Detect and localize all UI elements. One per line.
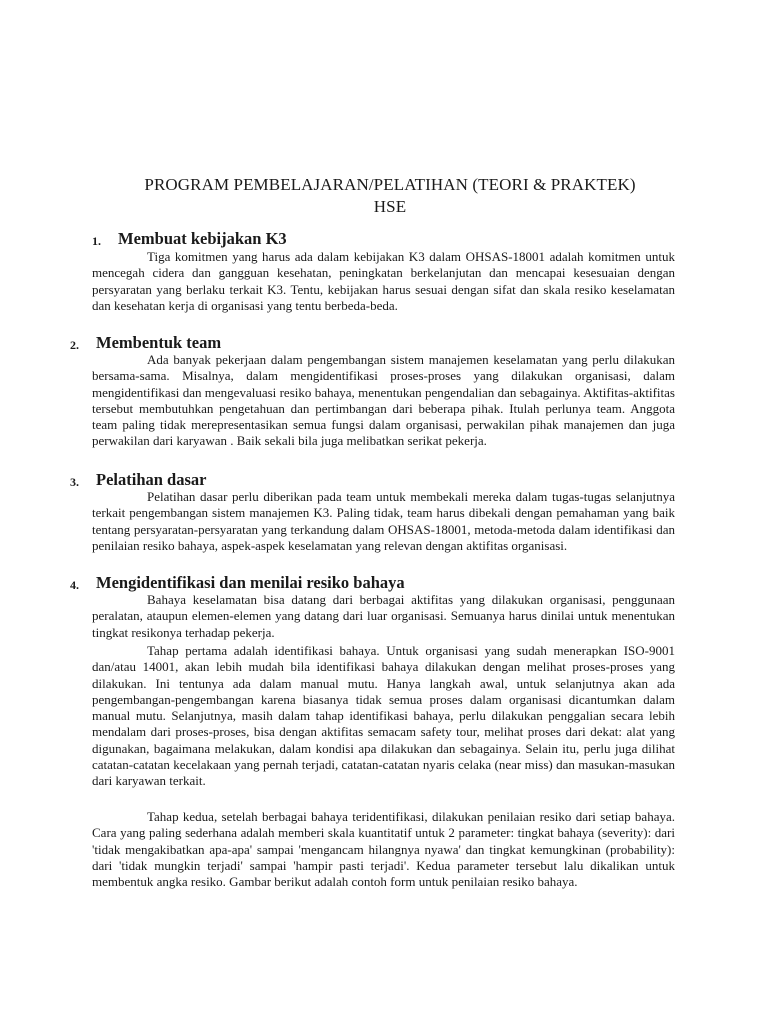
section-1-number: 1. [92, 234, 101, 248]
document-title-line-1: PROGRAM PEMBELAJARAN/PELATIHAN (TEORI & PRAKTEK) [144, 175, 636, 194]
section-3-number: 3. [70, 475, 79, 489]
section-1-paragraph-1: Tiga komitmen yang harus ada dalam kebijakan K3 dalam OHSAS-18001 adalah komitmen untuk mencegah cidera dan gangguan kesehatan, peningkatan berkelanjutan dan mencapai kesesuaian dengan persyaratan yang berlaku terkait K3. Tentu, kebijakan harus sesuai dengan sifat dan skala resiko keselamatan dan kesehatan kerja di organisasi yang tentu berbeda-beda. [92, 249, 675, 313]
section-2-paragraph-1: Ada banyak pekerjaan dalam pengembangan sistem manajemen keselamatan yang perlu dilakukan bersama-sama. Misalnya, dalam mengidentifikasi proses-proses yang dilakukan organisasi, dalam mengidentifikasi dan mengevaluasi resiko bahaya, menentukan pengendalian dan sebagainya. Aktifitas-aktifitas tersebut membutuhkan pengetahuan dan pertimbangan dari beberapa pihak. Itulah perlunya team. Anggota team paling tidak merepresentasikan semua fungsi dalam organisasi, perwakilan pihak manajemen dan juga perwakilan dari karyawan . Baik sekali bila juga melibatkan serikat pekerja. [92, 352, 675, 449]
section-3-paragraph-1: Pelatihan dasar perlu diberikan pada team untuk membekali mereka dalam tugas-tugas selanjutnya terkait pengembangan sistem manajemen K3. Paling tidak, team harus dibekali dengan pemahaman yang baik tentang persyaratan-persyaratan yang terkandung dalam OHSAS-18001, metoda-metoda dalam identifikasi dan penilaian resiko bahaya, aspek-aspek keselamatan yang relevan dengan aktifitas organisasi. [92, 489, 675, 553]
section-2-heading: Membentuk team [96, 333, 222, 352]
section-4-heading: Mengidentifikasi dan menilai resiko bahaya [96, 573, 405, 592]
document-title-line-2: HSE [373, 197, 407, 216]
section-4-number: 4. [70, 578, 79, 592]
section-3-heading: Pelatihan dasar [96, 470, 207, 489]
section-4-paragraph-2: Tahap pertama adalah identifikasi bahaya. Untuk organisasi yang sudah menerapkan ISO-9001 dan/atau 14001, akan lebih mudah bila identifikasi bahaya dilakukan dengan melihat proses-proses yang dilakukan. Ini tentunya ada dalam manual mutu. Hanya langkah awal, untuk selanjutnya akan ada pengembangan-pengembangan karena biasanya tidak semua proses dalam organisasi dicantumkan dalam manual mutu. Selanjutnya, masih dalam tahap identifikasi bahaya, perlu dilakukan penggalian secara lebih mendalam dari proses-proses, bisa dengan aktifitas semacam safety tour, melihat proses dari dekat: alat yang digunakan, bagaimana melakukan, dalam kondisi apa dilakukan dan sebagainya. Selain itu, perlu juga dilihat catatan-catatan kecelakaan yang pernah terjadi, catatan-catatan nyaris celaka (near miss) dan masukan-masukan dari karyawan terkait. [92, 643, 675, 789]
section-4-paragraph-1: Bahaya keselamatan bisa datang dari berbagai aktifitas yang dilakukan organisasi, penggunaan peralatan, ataupun elemen-elemen yang datang dari luar organisasi. Semuanya harus dinilai untuk menentukan tingkat resikonya terhadap pekerja. [92, 592, 675, 640]
section-4-paragraph-3: Tahap kedua, setelah berbagai bahaya teridentifikasi, dilakukan penilaian resiko dari setiap bahaya. Cara yang paling sederhana adalah memberi skala kuantitatif untuk 2 parameter: tingkat bahaya (severity): dari 'tidak mengakibatkan apa-apa' sampai 'mengancam hilangnya nyawa' dan tingkat kemungkinan (probability): dari 'tidak mungkin terjadi' sampai 'hampir pasti terjadi'. Kedua parameter tersebut lalu dikalikan untuk membentuk angka resiko. Gambar berikut adalah contoh form untuk penilaian resiko bahaya. [92, 809, 675, 890]
section-1-heading: Membuat kebijakan K3 [118, 229, 287, 248]
section-2-number: 2. [70, 338, 79, 352]
